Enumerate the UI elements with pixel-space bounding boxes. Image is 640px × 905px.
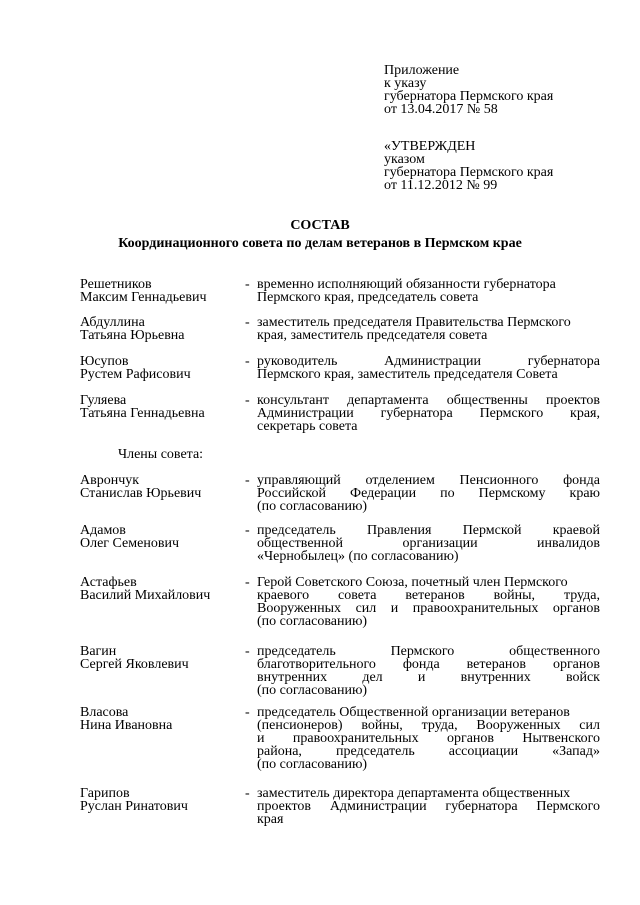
member-name — [80, 524, 245, 550]
member-name-line: Олег Семенович — [80, 536, 179, 551]
member-role-line: председатель Пермского общественного — [257, 644, 600, 659]
member-role — [257, 524, 600, 563]
member-role-line: заместитель председателя Правительства Пермского — [257, 315, 571, 330]
member-name-line: Адамов — [80, 523, 126, 538]
appendix-block — [384, 64, 553, 116]
member-role-line: (пенсионеров) войны, труда, Вооруженных сил — [257, 718, 600, 733]
approved-line: губернатора Пермского края — [384, 165, 554, 180]
member-name-line: Власова — [80, 705, 129, 720]
member-role-line: краевого совета ветеранов войны, труда, — [257, 588, 600, 603]
member-name-line: Руслан Ринатович — [80, 799, 188, 814]
member-name-line: Татьяна Юрьевна — [80, 328, 185, 343]
member-role-line: Герой Советского Союза, почетный член Пермского — [257, 575, 568, 590]
member-name — [80, 706, 245, 732]
member-role-line: Пермского края, заместитель председателя Совета — [257, 367, 558, 382]
member-role — [257, 645, 600, 697]
member-role-line: консультант департамента общественны проектов — [257, 393, 600, 408]
member-role-line: Российской Федерации по Пермскому краю — [257, 486, 600, 501]
member-role-line: края — [257, 812, 284, 827]
member-name-line: Вагин — [80, 644, 117, 659]
member-name — [80, 576, 245, 602]
member-name — [80, 278, 245, 304]
entry-dash: - — [245, 354, 250, 369]
member-role-line: председатель Общественной организации ветеранов — [257, 705, 570, 720]
member-role-line: проектов Администрации губернатора Пермского — [257, 799, 600, 814]
entry-dash: - — [245, 523, 250, 538]
member-name-line: Нина Ивановна — [80, 718, 173, 733]
member-role — [257, 355, 600, 381]
member-role — [257, 394, 600, 433]
member-name-line: Сергей Яковлевич — [80, 657, 189, 672]
member-role-line: благотворительного фонда ветеранов органов — [257, 657, 600, 672]
member-name-line: Аврончук — [80, 473, 140, 488]
member-name — [80, 645, 245, 671]
member-name-line: Абдуллина — [80, 315, 145, 330]
approved-line: указом — [384, 152, 425, 167]
member-role-line: управляющий отделением Пенсионного фонда — [257, 473, 600, 488]
member-name-line: Максим Геннадьевич — [80, 290, 207, 305]
approved-line: от 11.12.2012 № 99 — [384, 178, 498, 193]
member-role-line: края, заместитель председателя совета — [257, 328, 488, 343]
member-role-line: Вооруженных сил и правоохранительных органов — [257, 601, 600, 616]
member-role-line: района, председатель ассоциации «Запад» — [257, 744, 600, 759]
member-role — [257, 278, 600, 304]
member-name — [80, 474, 245, 500]
member-role — [257, 316, 600, 342]
entry-dash: - — [245, 315, 250, 330]
member-role-line: «Чернобылец» (по согласованию) — [257, 549, 459, 564]
member-role-line: Администрации губернатора Пермского края, — [257, 406, 600, 421]
document-title: СОСТАВ — [290, 218, 350, 233]
member-role-line: заместитель директора департамента общественных — [257, 786, 571, 801]
member-name-line: Василий Михайлович — [80, 588, 211, 603]
member-role-line: общественной организации инвалидов — [257, 536, 600, 551]
member-role — [257, 474, 600, 513]
member-name — [80, 316, 245, 342]
member-name-line: Решетников — [80, 277, 152, 292]
members-label: Члены совета: — [118, 447, 204, 462]
appendix-line: губернатора Пермского края — [384, 89, 554, 104]
member-role-line: (по согласованию) — [257, 757, 368, 772]
entry-dash: - — [245, 277, 250, 292]
member-role-line: руководитель Администрации губернатора — [257, 354, 600, 369]
member-role-line: председатель Правления Пермской краевой — [257, 523, 600, 538]
appendix-line: Приложение — [384, 63, 460, 78]
member-name-line: Татьяна Геннадьевна — [80, 406, 205, 421]
member-name-line: Станислав Юрьевич — [80, 486, 202, 501]
appendix-line: от 13.04.2017 № 58 — [384, 102, 498, 117]
approved-block — [384, 140, 553, 192]
member-role — [257, 576, 600, 628]
member-role-line: внутренних дел и внутренних войск — [257, 670, 600, 685]
entry-dash: - — [245, 786, 250, 801]
member-name-line: Рустем Рафисович — [80, 367, 191, 382]
entry-dash: - — [245, 575, 250, 590]
document-subtitle: Координационного совета по делам ветеранов в Пермском крае — [118, 236, 522, 251]
member-name-line: Гуляева — [80, 393, 127, 408]
member-role-line: и правоохранительных органов Нытвенского — [257, 731, 600, 746]
member-role — [257, 706, 600, 771]
member-role-line: секретарь совета — [257, 419, 358, 434]
member-role-line: временно исполняющий обязанности губернатора — [257, 277, 556, 292]
appendix-line: к указу — [384, 76, 427, 91]
member-role-line: Пермского края, председатель совета — [257, 290, 479, 305]
member-name — [80, 787, 245, 813]
entry-dash: - — [245, 473, 250, 488]
member-name — [80, 355, 245, 381]
member-name-line: Юсупов — [80, 354, 129, 369]
member-name — [80, 394, 245, 420]
member-name-line: Астафьев — [80, 575, 137, 590]
member-role-line: (по согласованию) — [257, 499, 368, 514]
entry-dash: - — [245, 644, 250, 659]
approved-line: «УТВЕРЖДЕН — [384, 139, 476, 154]
entry-dash: - — [245, 393, 250, 408]
member-role-line: (по согласованию) — [257, 614, 368, 629]
entry-dash: - — [245, 705, 250, 720]
member-role-line: (по согласованию) — [257, 683, 368, 698]
member-name-line: Гарипов — [80, 786, 130, 801]
member-role — [257, 787, 600, 826]
